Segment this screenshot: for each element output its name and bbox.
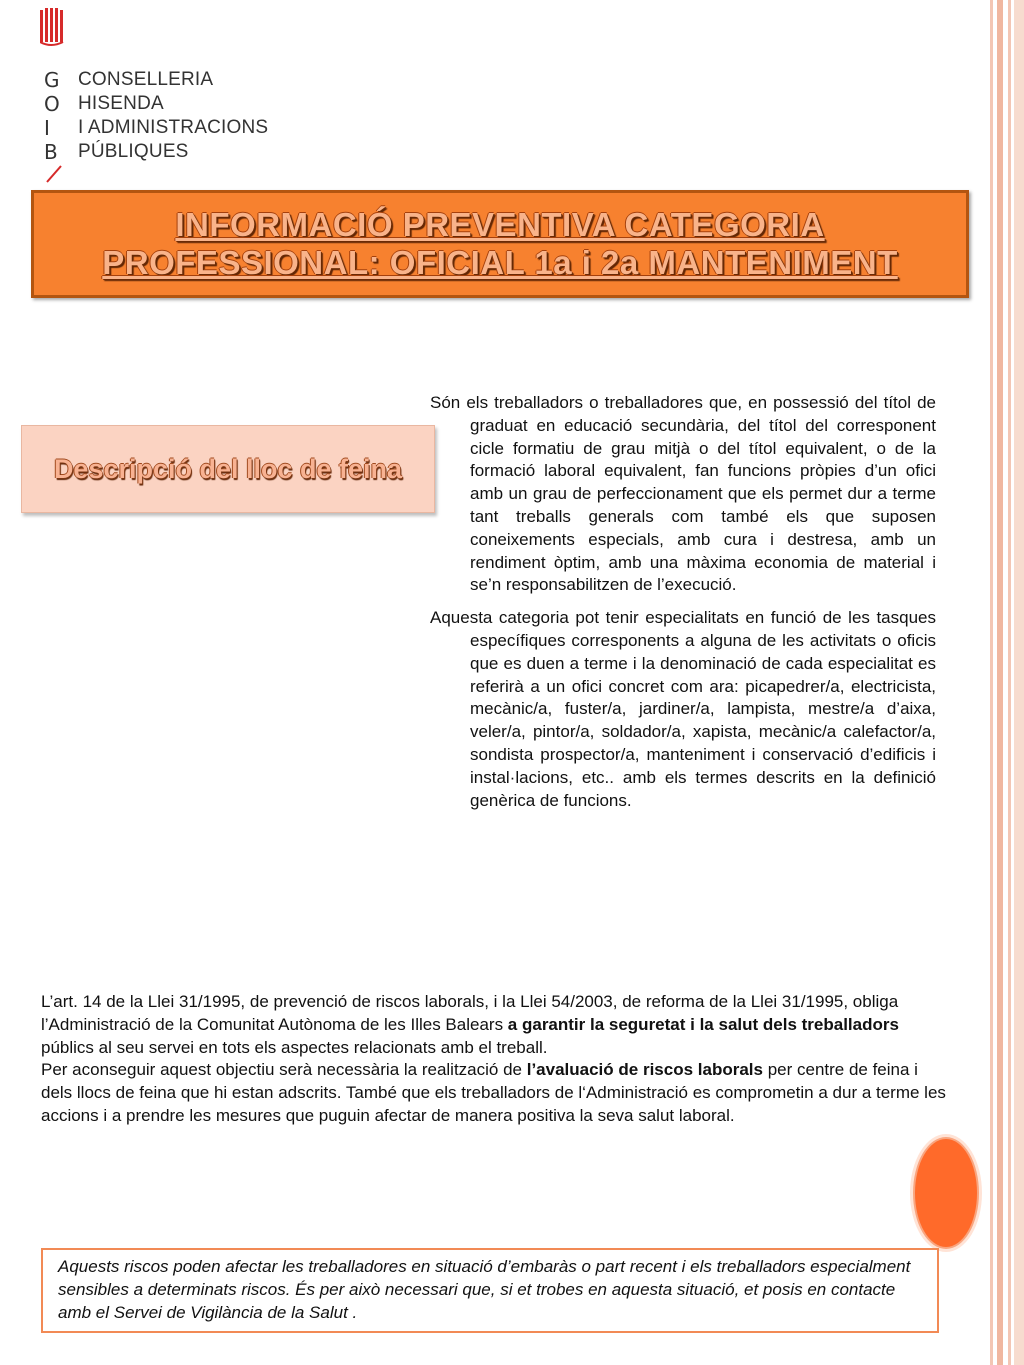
- section-title: Descripció del lloc de feina: [53, 453, 403, 484]
- decorative-orange-oval: [913, 1137, 979, 1249]
- logo-department-name: [78, 68, 268, 164]
- legal-body-text: [41, 991, 946, 1128]
- body-bold-span: l’avaluació de riscos laborals: [526, 1060, 763, 1080]
- description-paragraph: Són els treballadors o treballadores que, en possessió del títol de graduat en educació secundària, del títol del corresponent cicle formatiu de grau mitjà o del títol equivalent, o de la formació laboral equivalent, fan funcions pròpies d’un ofici amb un grau de perfeccionament que els permet dur a terme tant treballs generals com també els que suposen coneixements especials, amb cura i destresa, amb un rendiment òptim, amb una màxima economia de material i se’n responsabilitzen de l’execució.: [430, 393, 936, 595]
- health-surveillance-note: [41, 1248, 939, 1333]
- note-text: Aquests riscos poden afectar les treballadores en situació d’embaràs o part recent i els treballadors especialment sensibles a determinats riscos. És per això necessari que, si et trobes en aquesta situació, et posis en contacte amb el Servei de Vigilància de la Salut .: [58, 1257, 911, 1322]
- logo-line: HISENDA: [78, 93, 164, 114]
- title-banner: [31, 190, 969, 298]
- body-bold-span: a garantir la seguretat i la salut dels treballadors: [507, 1014, 899, 1034]
- logo-slash-icon: [46, 165, 62, 183]
- logo-acronym: [44, 68, 72, 164]
- job-description: [430, 392, 936, 822]
- logo-line: CONSELLERIA: [78, 69, 214, 90]
- decorative-stripe: [1008, 0, 1011, 1365]
- balearic-flag-icon: [40, 8, 68, 48]
- logo-letter: G: [44, 68, 60, 92]
- logo-letter: O: [44, 92, 60, 116]
- decorative-stripe: [997, 0, 1003, 1365]
- logo-letter: B: [44, 140, 58, 164]
- decorative-stripe: [990, 0, 993, 1365]
- body-text-span: per centre de feina i dels llocs de feina que hi estan adscrits. També que els treballadors de l‘Administració es comprometin a dur a terme les accions i a prendre les mesures que puguin afectar de manera positiva la seva salut laboral.: [41, 1060, 946, 1125]
- logo-line: PÚBLIQUES: [78, 141, 189, 162]
- decorative-stripe: [1014, 0, 1024, 1365]
- page-title-line-2: PROFESSIONAL: OFICIAL 1a i 2a MANTENIMENT: [102, 244, 898, 281]
- description-paragraph: Aquesta categoria pot tenir especialitats en funció de les tasques específiques corresponents a alguna de les activitats o oficis que es duen a terme i la denominació de cada especialitat es referirà a un ofici concret com ara: picapedrer/a, electricista, mecànic/a, fuster/a, jardiner/a, lampista, mestre/a d’aixa, veler/a, pintor/a, soldador/a, xapista, mecànic/a calefactor/a, sondista prospector/a, manteniment i conservació d’edificis i instal·lacions, etc.. amb els termes descrits en la definició genèrica de funcions.: [430, 608, 936, 810]
- body-paragraph: [41, 1059, 946, 1127]
- body-text-span: L’art. 14 de la Llei 31/1995, de prevenció de riscos laborals, i la Llei 54/2003, de reforma de la Llei 31/1995, obliga l’Administració de la Comunitat Autònoma de les Illes Balears: [41, 992, 899, 1034]
- logo-letter: I: [44, 116, 50, 140]
- page-title-line-1: INFORMACIÓ PREVENTIVA CATEGORIA: [175, 206, 825, 243]
- body-text-span: públics al seu servei en tots els aspectes relacionats amb el treball.: [41, 1037, 548, 1057]
- body-paragraph: [41, 991, 946, 1059]
- section-heading-box: [21, 425, 435, 513]
- logo-line: I ADMINISTRACIONS: [78, 117, 269, 138]
- body-text-span: Per aconseguir aquest objectiu serà necessària la realització de: [41, 1060, 527, 1080]
- goib-logo: [40, 8, 300, 178]
